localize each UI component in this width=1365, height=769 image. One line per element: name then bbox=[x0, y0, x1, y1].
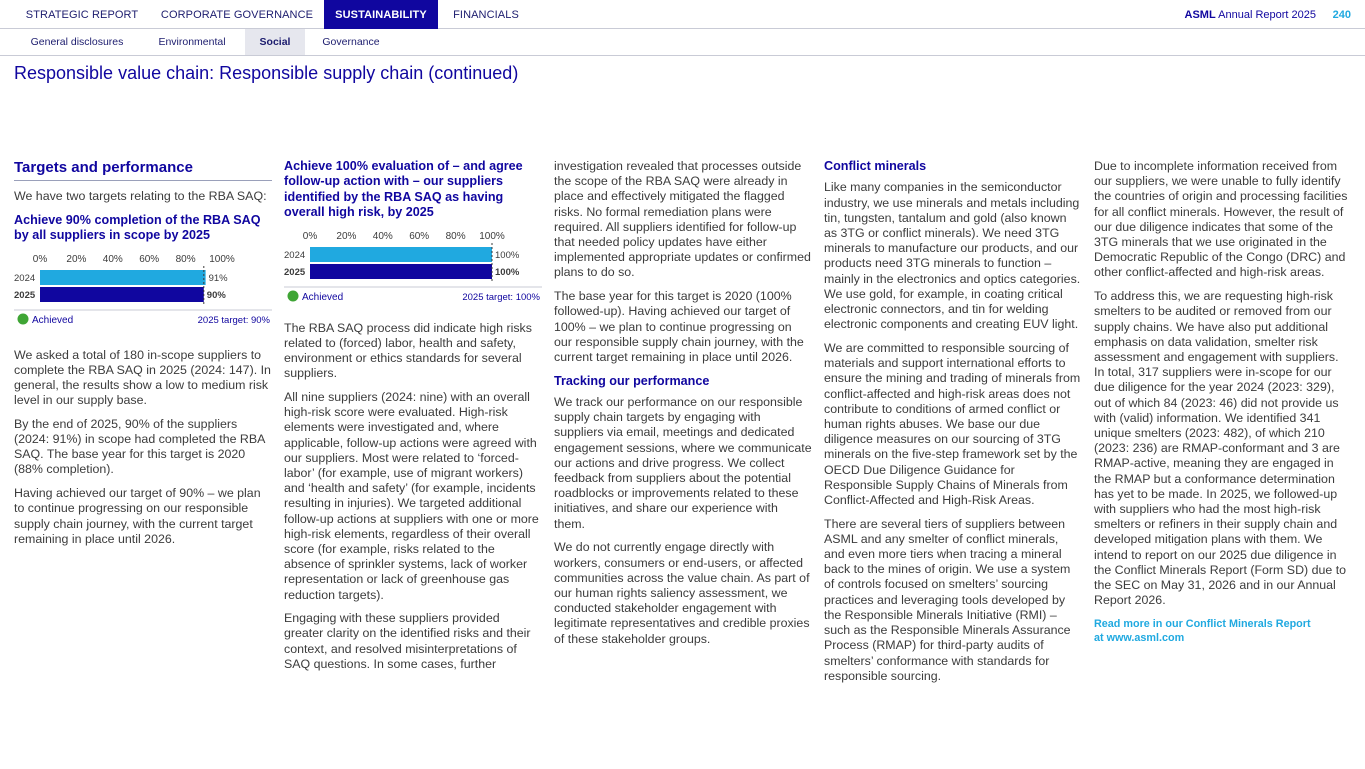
col1-paragraph-1: We asked a total of 180 in-scope suppliers to complete the RBA SAQ in 2025 (2024: 147). In general, the results show a low to medium risk level in our supply base. bbox=[14, 347, 271, 408]
col2-paragraph-2: All nine suppliers (2024: nine) with an overall high-risk score were evaluated. High-risk elements were investigated and, where applicable, follow-up actions were agreed with our suppliers. Most were related to ‘forced-labor’ (for example, use of migrant workers) and ‘health and safety’ (for example, incidents resulting in injuries). We targeted additional follow-up actions at suppliers with one or more high-risk elements, regardless of their overall score (for example, risks related to the absence of sprinkler systems, lack of worker representation or lack of greenhouse gas reduction targets). bbox=[284, 389, 539, 602]
category-label: 2024 bbox=[284, 249, 306, 261]
value-label: 100% bbox=[495, 266, 520, 278]
column-tracking bbox=[554, 159, 812, 655]
achieved-icon bbox=[288, 290, 299, 301]
report-title bbox=[1185, 0, 1316, 31]
col5-paragraph-1: Due to incomplete information received from our suppliers, we were unable to fully identify the countries of origin and processing facilities for all conflict minerals. However, the result of our due diligence indicates that some of the 3TG minerals that we use originated in the Democratic Republic of the Congo (DRC) and other conflict-affected and high-risk areas. bbox=[1094, 159, 1348, 280]
page-title: Responsible value chain: Responsible supply chain (continued) bbox=[14, 63, 519, 83]
col4-paragraph-1: Like many companies in the semiconductor industry, we use minerals and metals including tin, tungsten, tantalum and gold (also known as 3TG or conflict minerals). We need 3TG minerals to manufacture our products, and our products need 3TG minerals to function – mainly in the electronics and optics categories. We use gold, for example, in coating critical electronic connectors, and tin for welding electronic components and creating EUV light. bbox=[824, 180, 1081, 332]
targets-intro: We have two targets relating to the RBA SAQ: bbox=[14, 189, 267, 203]
tab-sustainability[interactable]: SUSTAINABILITY bbox=[324, 0, 438, 29]
tracking-heading: Tracking our performance bbox=[554, 373, 710, 388]
category-label: 2024 bbox=[14, 272, 36, 284]
col2-paragraph-3: Engaging with these suppliers provided greater clarity on the identified risks and their context, and resolved misinterpretations of SAQ questions. In some cases, further bbox=[284, 611, 531, 671]
conflict-minerals-report-link[interactable] bbox=[1094, 617, 1352, 645]
x-tick-label: 100% bbox=[209, 253, 235, 265]
tab-financials[interactable]: FINANCIALS bbox=[453, 9, 519, 21]
x-tick-label: 0% bbox=[32, 253, 48, 265]
page-number: 240 bbox=[1332, 9, 1351, 21]
top-navigation bbox=[0, 0, 1365, 29]
col5-paragraph-2: To address this, we are requesting high-risk smelters to be audited or removed from our supply chains. We have also put additional emphasis on data validation, smelter risk assessment and engagement with suppliers. In total, 317 suppliers were in-scope for our due diligence for the year 2024 (2023: 329), out of which 84 (2023: 46) did not provide us with (valid) information. We identified 341 unique smelters (2023: 482), of which 210 (2023: 236) are RMAP-conformant and 3 are RMAP-active, meaning they are engaged in the RMAP but a conformance determination has yet to be made. In 2025, we followed-up with suppliers who had the most high-risk smelters or refiners in their supply chain and developed mitigation plans with them. We intend to report on our 2025 due diligence in the Conflict Minerals Report (Form SD) due to the SEC on May 31, 2026 and in our Annual Report 2026. bbox=[1094, 289, 1347, 608]
x-tick-label: 60% bbox=[409, 230, 430, 242]
column-due-diligence bbox=[1094, 159, 1352, 645]
column-target-2 bbox=[284, 159, 542, 681]
x-tick-label: 0% bbox=[302, 230, 318, 242]
x-tick-label: 20% bbox=[336, 230, 357, 242]
col3-paragraph-2: The base year for this target is 2020 (100% followed-up). Having achieved our target of 100% – we plan to continue progressing on our responsible supply chain journey, with the current target remaining in place until 2026. bbox=[554, 289, 804, 364]
status-label: Achieved bbox=[32, 314, 74, 326]
subtab-governance[interactable]: Governance bbox=[322, 36, 380, 48]
chart-target-2-svg bbox=[284, 227, 542, 313]
bar-2025 bbox=[310, 264, 492, 279]
tab-strategic-report[interactable]: STRATEGIC REPORT bbox=[25, 9, 139, 21]
chart-target-1-svg bbox=[14, 250, 272, 336]
x-tick-label: 80% bbox=[445, 230, 466, 242]
column-targets bbox=[14, 159, 272, 555]
bar-2024 bbox=[310, 247, 492, 262]
x-tick-label: 40% bbox=[102, 253, 123, 265]
col2-paragraph-1: The RBA SAQ process did indicate high risks related to (forced) labor, health and safety, environment or ethics standards for several suppliers. bbox=[284, 320, 532, 381]
col3-paragraph-1: investigation revealed that processes outside the scope of the RBA SAQ were already in place and effectively mitigated the flagged risks. No formal remediation plans were required. All suppliers identified for follow-up that needed policy updates have either implemented appropriate updates or confirmed plans to do so. bbox=[554, 159, 811, 280]
column-conflict-minerals bbox=[824, 159, 1082, 692]
x-tick-label: 80% bbox=[175, 253, 196, 265]
col3-paragraph-4: We do not currently engage directly with workers, consumers or end-users, or affected communities across the value chain. As part of our human rights saliency assessment, we conducted stakeholder engagement with legitimate representatives and credible proxies of these stakeholder groups. bbox=[554, 540, 810, 646]
subtab-general-disclosures[interactable]: General disclosures bbox=[30, 36, 124, 48]
value-label: 90% bbox=[206, 289, 226, 301]
status-label: Achieved bbox=[302, 291, 344, 303]
col1-paragraph-2: By the end of 2025, 90% of the suppliers (2024: 91%) in scope had completed the RBA SAQ. The base year for this target is 2020 (88% completion). bbox=[14, 416, 265, 477]
value-label: 91% bbox=[208, 272, 228, 284]
x-tick-label: 40% bbox=[372, 230, 393, 242]
target-1-heading: Achieve 90% completion of the RBA SAQ by all suppliers in scope by 2025 bbox=[14, 212, 261, 243]
col4-paragraph-2: We are committed to responsible sourcing of materials and support international efforts to ensure the mining and trading of minerals from conflict-affected and high-risk areas does not contribute to conditions of armed conflict or human rights abuses. We base our due diligence measures on our sourcing of 3TG minerals on the five-step framework set by the OECD Due Diligence Guidance for Responsible Supply Chains of Minerals from Conflict-Affected and High-Risk Areas. bbox=[824, 340, 1081, 507]
chart-target-1 bbox=[14, 250, 272, 336]
target-label: 2025 target: 100% bbox=[462, 291, 540, 303]
report-brand: ASML bbox=[1184, 9, 1216, 21]
x-tick-label: 100% bbox=[479, 230, 505, 242]
target-2-heading: Achieve 100% evaluation of – and agree follow-up action with – our suppliers identified by the RBA SAQ as having overall high risk, by 2025 bbox=[284, 159, 523, 220]
category-label: 2025 bbox=[14, 289, 36, 301]
col4-paragraph-3: There are several tiers of suppliers between ASML and any smelter of conflict minerals, and even more tiers when tracing a mineral back to the mines of origin. We use a system of controls focused on smelters’ sourcing practices and leveraging tools developed by the Responsible Minerals Initiative (RMI) – such as the Responsible Minerals Assurance Process (RMAP) for third-party audits of smelters’ conformance with standards for responsible sourcing. bbox=[824, 516, 1071, 683]
category-label: 2025 bbox=[284, 266, 306, 278]
targets-heading: Targets and performance bbox=[14, 159, 272, 181]
bar-2025 bbox=[40, 287, 204, 302]
x-tick-label: 60% bbox=[139, 253, 160, 265]
bar-2024 bbox=[40, 270, 206, 285]
link-line-1: Read more in our Conflict Minerals Report bbox=[1094, 617, 1311, 630]
sub-navigation bbox=[0, 29, 1365, 56]
col1-paragraph-3: Having achieved our target of 90% – we plan to continue progressing on our responsible supply chain journey, with the current target remaining in place until 2026. bbox=[14, 486, 261, 546]
tab-corporate-governance[interactable]: CORPORATE GOVERNANCE bbox=[160, 9, 314, 21]
subtab-social[interactable]: Social bbox=[245, 29, 305, 55]
x-tick-label: 20% bbox=[66, 253, 87, 265]
value-label: 100% bbox=[495, 249, 520, 261]
conflict-minerals-heading: Conflict minerals bbox=[824, 159, 927, 173]
achieved-icon bbox=[18, 313, 29, 324]
target-label: 2025 target: 90% bbox=[197, 314, 270, 326]
chart-target-2 bbox=[284, 227, 542, 313]
col3-paragraph-3: We track our performance on our responsible supply chain targets by engaging with suppliers via email, meetings and dedicated engagement sessions, where we communicate our actions and drive progress. We collect feedback from suppliers about the potential roadblocks or improvements related to these initiatives, and share our experience with them. bbox=[554, 395, 812, 531]
link-line-2: at www.asml.com bbox=[1094, 631, 1185, 644]
report-label: Annual Report 2025 bbox=[1218, 9, 1316, 21]
subtab-environmental[interactable]: Environmental bbox=[158, 36, 226, 48]
